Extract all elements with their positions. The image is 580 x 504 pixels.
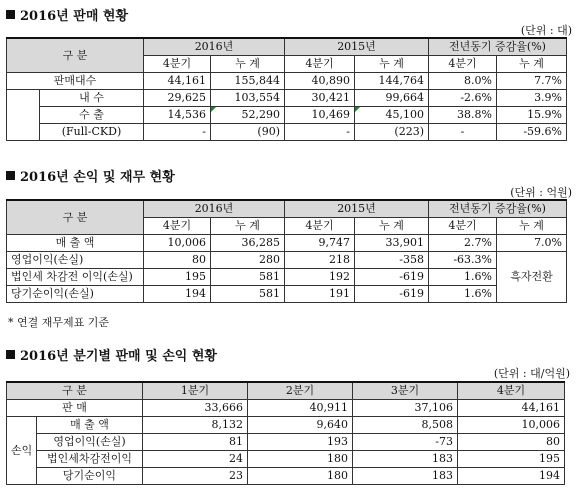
header-q3: 3분기 bbox=[353, 382, 458, 400]
row-label: 영업이익(손실) bbox=[7, 252, 144, 269]
cell: 80 bbox=[144, 252, 211, 269]
cell: 180 bbox=[248, 451, 353, 468]
cell: 81 bbox=[143, 434, 248, 451]
row-label: 내 수 bbox=[40, 90, 144, 107]
cell: -619 bbox=[355, 286, 429, 303]
table-row bbox=[7, 269, 567, 286]
cell: 192 bbox=[285, 269, 355, 286]
cell: -63.3% bbox=[429, 252, 497, 269]
cell: 9,747 bbox=[285, 235, 355, 252]
cell: 2.7% bbox=[429, 235, 497, 252]
cell: 8,132 bbox=[143, 417, 248, 434]
header-2016: 2016년 bbox=[144, 200, 285, 218]
header-2015: 2015년 bbox=[285, 38, 429, 56]
pl-table-2016 bbox=[6, 199, 567, 303]
row-label: 당기순이익 bbox=[37, 468, 143, 485]
cell: 280 bbox=[211, 252, 285, 269]
cell: - bbox=[429, 124, 497, 141]
cell: 9,640 bbox=[248, 417, 353, 434]
table-row bbox=[7, 451, 565, 468]
table-row bbox=[7, 400, 565, 417]
cell: 180 bbox=[248, 468, 353, 485]
cell: 38.8% bbox=[429, 107, 497, 124]
cell: 33,666 bbox=[143, 400, 248, 417]
bullet-square-icon bbox=[6, 171, 15, 180]
header-q2: 2분기 bbox=[248, 382, 353, 400]
cell: 14,536 bbox=[144, 107, 211, 124]
cell: -358 bbox=[355, 252, 429, 269]
cell: (90) bbox=[211, 124, 285, 141]
cell: - bbox=[144, 124, 211, 141]
cell: 7.0% bbox=[497, 235, 567, 252]
header-q4: 4분기 bbox=[429, 218, 497, 235]
cell: 1.6% bbox=[429, 269, 497, 286]
cell: 195 bbox=[144, 269, 211, 286]
header-q4: 4분기 bbox=[285, 218, 355, 235]
header-row bbox=[7, 200, 567, 218]
header-category: 구 분 bbox=[7, 382, 143, 400]
cell: 183 bbox=[353, 468, 458, 485]
header-cum: 누 계 bbox=[355, 56, 429, 73]
turnaround-cell: 흑자전환 bbox=[497, 252, 567, 303]
cell: 29,625 bbox=[144, 90, 211, 107]
cell: 3.9% bbox=[497, 90, 567, 107]
cell: 36,285 bbox=[211, 235, 285, 252]
cell: 193 bbox=[248, 434, 353, 451]
header-q4: 4분기 bbox=[144, 56, 211, 73]
table-row bbox=[7, 468, 565, 485]
cell: 191 bbox=[285, 286, 355, 303]
cell: -73 bbox=[353, 434, 458, 451]
table-row bbox=[7, 434, 565, 451]
header-q4: 4분기 bbox=[144, 218, 211, 235]
table-row bbox=[7, 73, 567, 90]
section3-unit: (단위 : 대/억원) bbox=[493, 367, 570, 380]
section2-title: 2016년 손익 및 재무 현황 bbox=[6, 166, 175, 185]
header-q1: 1분기 bbox=[143, 382, 248, 400]
table-row bbox=[7, 124, 567, 141]
header-cum: 누 계 bbox=[497, 218, 567, 235]
cell: 581 bbox=[211, 269, 285, 286]
cell: 30,421 bbox=[285, 90, 355, 107]
row-label: 영업이익(손실) bbox=[37, 434, 143, 451]
header-yoy: 전년동기 증감율(%) bbox=[429, 38, 567, 56]
header-2015: 2015년 bbox=[285, 200, 429, 218]
table-row bbox=[7, 252, 567, 269]
cell: 44,161 bbox=[144, 73, 211, 90]
cell: 23 bbox=[143, 468, 248, 485]
section1-unit: (단위 : 대) bbox=[520, 24, 572, 37]
header-cum: 누 계 bbox=[497, 56, 567, 73]
cell: 33,901 bbox=[355, 235, 429, 252]
header-cum: 누 계 bbox=[211, 218, 285, 235]
quarterly-table-2016 bbox=[6, 381, 565, 485]
header-q4: 4분기 bbox=[429, 56, 497, 73]
header-cum: 누 계 bbox=[211, 56, 285, 73]
row-label: (Full-CKD) bbox=[40, 124, 144, 141]
cell: 15.9% bbox=[497, 107, 567, 124]
table-row bbox=[7, 286, 567, 303]
row-label: 법인세차감전이익 bbox=[37, 451, 143, 468]
row-label: 매 출 액 bbox=[37, 417, 143, 434]
cell: 40,911 bbox=[248, 400, 353, 417]
cell: 8,508 bbox=[353, 417, 458, 434]
header-2016: 2016년 bbox=[144, 38, 285, 56]
cell: 99,664 bbox=[355, 90, 429, 107]
table-row bbox=[7, 90, 567, 107]
cell: 80 bbox=[458, 434, 565, 451]
header-category: 구 분 bbox=[7, 200, 144, 235]
table-row bbox=[7, 417, 565, 434]
row-label: 판매대수 bbox=[7, 73, 144, 90]
cell: (223) bbox=[355, 124, 429, 141]
header-yoy: 전년동기 증감율(%) bbox=[429, 200, 567, 218]
row-label: 수 출 bbox=[40, 107, 144, 124]
cell: 52,290 bbox=[211, 107, 285, 124]
bullet-square-icon bbox=[6, 10, 15, 19]
header-category: 구 분 bbox=[7, 38, 144, 73]
indent-cell bbox=[7, 90, 40, 141]
header-row bbox=[7, 38, 567, 56]
header-cum: 누 계 bbox=[355, 218, 429, 235]
section1-title: 2016년 판매 현황 bbox=[6, 5, 128, 24]
cell: -619 bbox=[355, 269, 429, 286]
header-q4: 4분기 bbox=[285, 56, 355, 73]
cell: 1.6% bbox=[429, 286, 497, 303]
cell: 10,469 bbox=[285, 107, 355, 124]
cell: 581 bbox=[211, 286, 285, 303]
cell: - bbox=[285, 124, 355, 141]
cell: 37,106 bbox=[353, 400, 458, 417]
row-label: 매 출 액 bbox=[7, 235, 144, 252]
cell: 194 bbox=[458, 468, 565, 485]
row-label: 법인세 차감전 이익(손실) bbox=[7, 269, 144, 286]
sales-table-2016 bbox=[6, 37, 567, 141]
cell: 103,554 bbox=[211, 90, 285, 107]
cell: 8.0% bbox=[429, 73, 497, 90]
cell: 183 bbox=[353, 451, 458, 468]
section2-unit: (단위 : 억원) bbox=[510, 186, 572, 199]
table-row bbox=[7, 235, 567, 252]
cell: 10,006 bbox=[144, 235, 211, 252]
cell: 155,844 bbox=[211, 73, 285, 90]
row-label: 당기순이익(손실) bbox=[7, 286, 144, 303]
cell: 144,764 bbox=[355, 73, 429, 90]
table-row bbox=[7, 107, 567, 124]
cell: 218 bbox=[285, 252, 355, 269]
cell: 40,890 bbox=[285, 73, 355, 90]
cell: -2.6% bbox=[429, 90, 497, 107]
group-label: 손익 bbox=[7, 417, 37, 485]
cell: 194 bbox=[144, 286, 211, 303]
cell: 195 bbox=[458, 451, 565, 468]
cell: 24 bbox=[143, 451, 248, 468]
bullet-square-icon bbox=[6, 350, 15, 359]
cell: 10,006 bbox=[458, 417, 565, 434]
cell: 45,100 bbox=[355, 107, 429, 124]
section3-title: 2016년 분기별 판매 및 손익 현황 bbox=[6, 345, 217, 364]
header-row bbox=[7, 382, 565, 400]
footnote: * 연결 재무제표 기준 bbox=[8, 316, 109, 329]
cell: -59.6% bbox=[497, 124, 567, 141]
header-q4: 4분기 bbox=[458, 382, 565, 400]
cell: 7.7% bbox=[497, 73, 567, 90]
row-label: 판 매 bbox=[7, 400, 143, 417]
cell: 44,161 bbox=[458, 400, 565, 417]
